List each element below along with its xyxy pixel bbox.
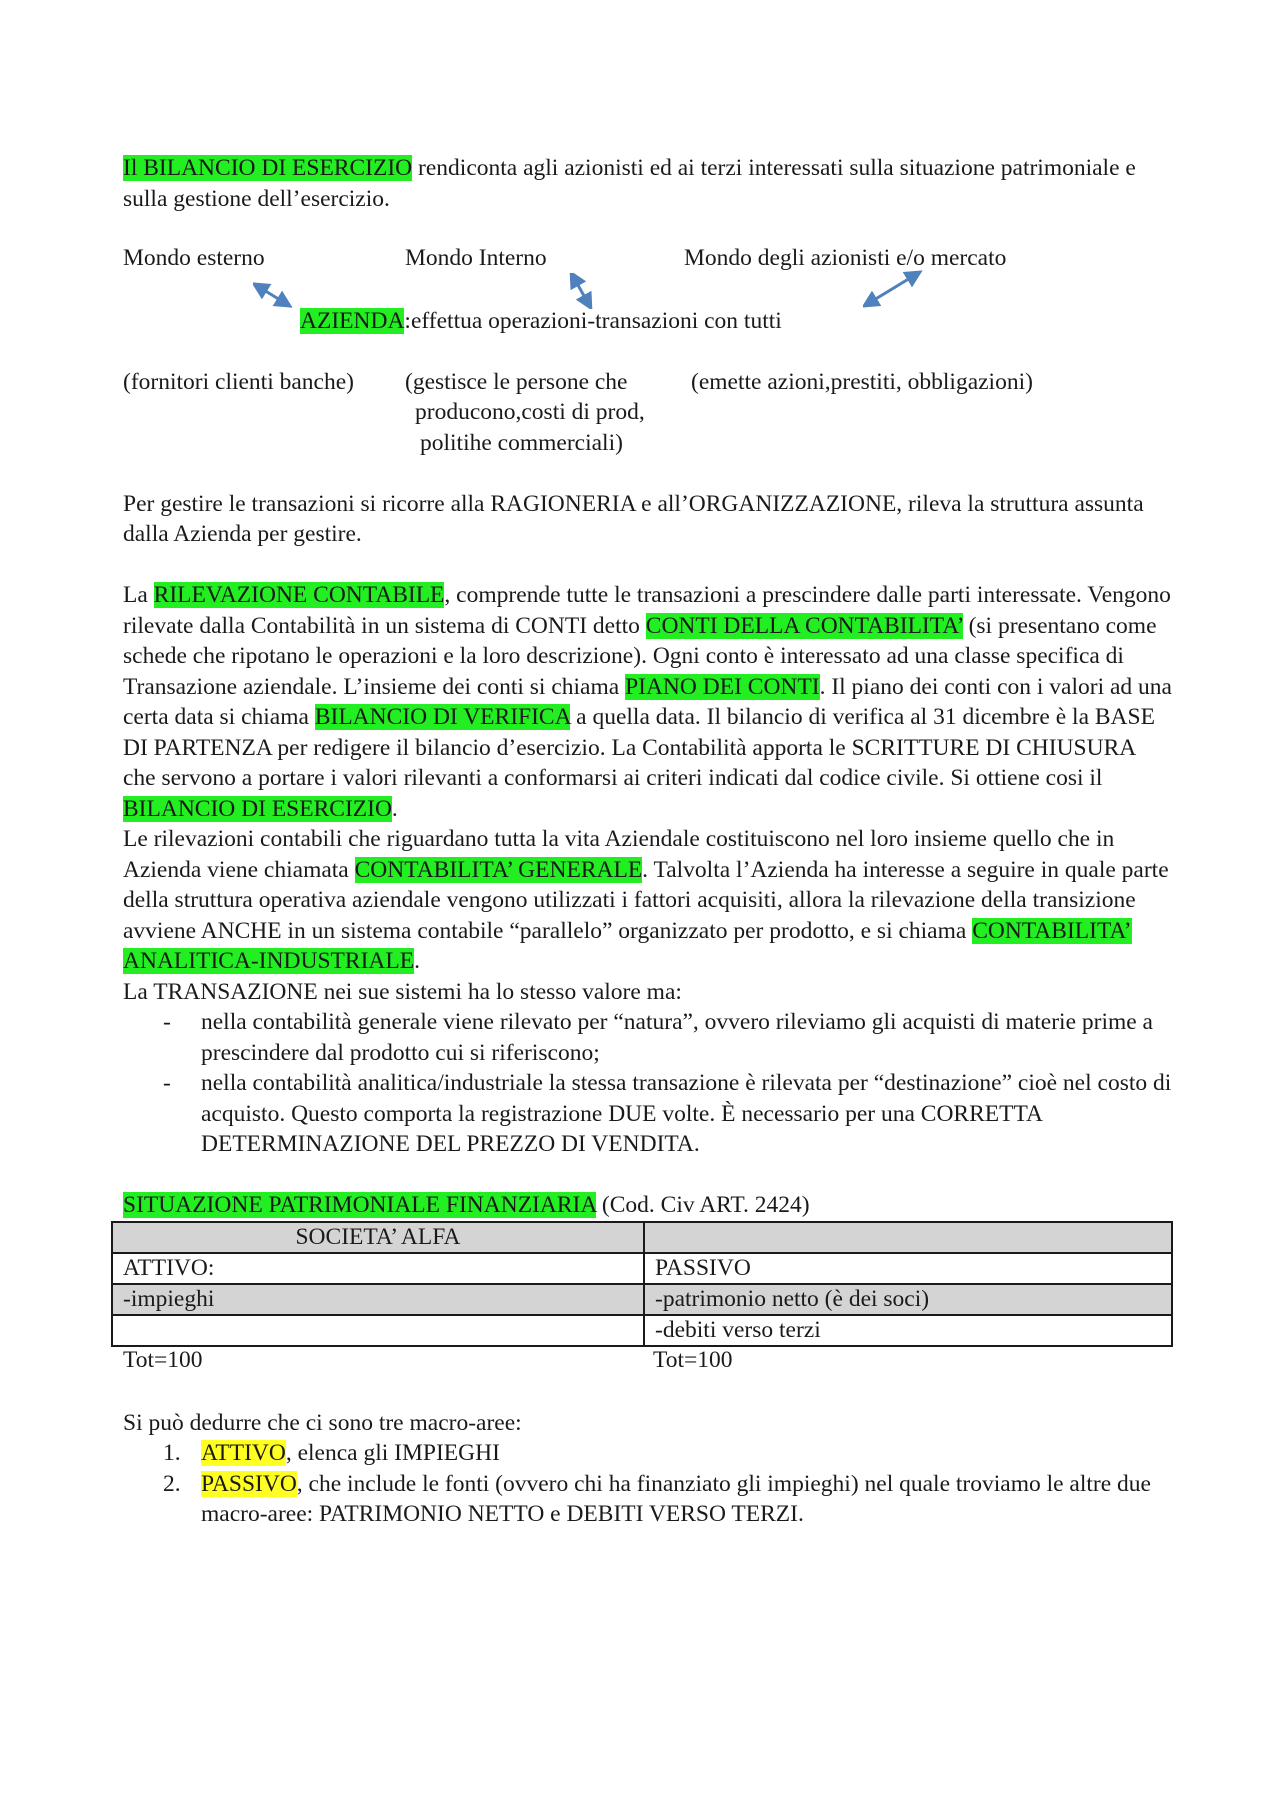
list-item: 2. PASSIVO, che include le fonti (ovvero chi ha finanziato gli impieghi) nel quale troviamo le altre due macro-aree: PATRIMONIO NETTO e DEBITI VERSO TERZI. bbox=[163, 1470, 1151, 1527]
contabilita-paragraph: Le rilevazioni contabili che riguardano tutta la vita Aziendale costituiscono nel loro insieme quello che in Azienda viene chiamata CONTABILITA’ GENERALE. Talvolta l’Azienda ha interesse a seguire in quale parte della struttura operativa aziendale vengono utilizzati i fattori acquisiti, allora la rilevazione della transizione avviene ANCHE in un sistema contabile “parallelo” organizzato per prodotto, e si chiama CONTABILITA’ ANALITICA-INDUSTRIALE. bbox=[123, 826, 1169, 974]
highlight-contabilita-analitica: CONTABILITA’ ANALITICA-INDUSTRIALE bbox=[123, 917, 1132, 974]
rilevazione-paragraph: La RILEVAZIONE CONTABILE, comprende tutte le transazioni a prescindere dalle parti interessate. Vengono rilevate dalla Contabilità in un sistema di CONTI detto CONTI DELLA CONTABILITA’ (si presentano come schede che ripotano le operazioni e la loro descrizione). Ogni conto è interessato ad una classe specifica di Transazione aziendale. L’insieme dei conti si chiama PIANO DEI CONTI. Il piano dei conti con i valori ad una certa data si chiama BILANCIO DI VERIFICA a quella data. Il bilancio di verifica al 31 dicembre è la BASE DI PARTENZA per redigere il bilancio d’esercizio. La Contabilità apporta le SCRITTURE DI CHIUSURA che servono a portare i valori rilevanti a conformarsi ai criteri indicati dal codice civile. Si ottiene cosi il BILANCIO DI ESERCIZIO. bbox=[123, 582, 1172, 822]
double-arrow-icon-internal bbox=[568, 273, 598, 309]
azienda-line: AZIENDA:effettua operazioni-transazioni con tutti bbox=[300, 307, 782, 334]
detail-internal-3: politihe commerciali) bbox=[420, 429, 623, 456]
table-row: -impieghi -patrimonio netto (è dei soci) bbox=[112, 1284, 1172, 1315]
total-right: Tot=100 bbox=[653, 1346, 733, 1373]
list-item: - nella contabilità analitica/industriale la stessa transazione è rilevata per “destinazione” cioè nel costo di acquisto. Questo comporta la registrazione DUE volte. È necessario per una CORRETTA DETERMINAZIONE DEL PREZZO DI VENDITA. bbox=[163, 1070, 1172, 1157]
transazione-list bbox=[123, 1007, 1173, 1160]
highlight-azienda: AZIENDA bbox=[300, 307, 405, 334]
highlight-contabilita-generale: CONTABILITA’ GENERALE bbox=[354, 856, 643, 883]
world-market: Mondo degli azionisti e/o mercato bbox=[684, 244, 1007, 271]
table-header-row bbox=[112, 1222, 1172, 1253]
ragioneria-paragraph: Per gestire le transazioni si ricorre alla RAGIONERIA e all’ORGANIZZAZIONE, rileva la struttura assunta dalla Azienda per gestire. bbox=[123, 490, 1144, 547]
double-arrow-icon-external bbox=[253, 281, 293, 311]
totals-row bbox=[123, 1347, 1173, 1378]
highlight-attivo: ATTIVO bbox=[201, 1440, 286, 1466]
highlight-conti-contabilita: CONTI DELLA CONTABILITA’ bbox=[645, 612, 963, 639]
transazione-intro: La TRANSAZIONE nei sue sistemi ha lo stesso valore ma: bbox=[123, 978, 682, 1005]
highlight-bilancio-esercizio: Il BILANCIO DI ESERCIZIO bbox=[123, 155, 413, 181]
detail-market: (emette azioni,prestiti, obbligazioni) bbox=[691, 368, 1033, 395]
balance-table bbox=[111, 1221, 1173, 1347]
world-internal: Mondo Interno bbox=[405, 244, 547, 271]
highlight-bilancio-esercizio-2: BILANCIO DI ESERCIZIO bbox=[123, 795, 392, 822]
table-row: ATTIVO: PASSIVO bbox=[112, 1253, 1172, 1284]
highlight-situazione-patrimoniale: SITUAZIONE PATRIMONIALE FINANZIARIA bbox=[123, 1192, 597, 1218]
table-header-company: SOCIETA’ ALFA bbox=[112, 1222, 644, 1253]
detail-internal-1: (gestisce le persone che bbox=[405, 368, 628, 395]
table-row: -debiti verso terzi bbox=[112, 1315, 1172, 1346]
worlds-row bbox=[123, 245, 1173, 276]
list-item: 1. ATTIVO, elenca gli IMPIEGHI bbox=[163, 1440, 500, 1466]
macro-intro: Si può dedurre che ci sono tre macro-aree: bbox=[123, 1409, 522, 1436]
highlight-passivo: PASSIVO bbox=[201, 1470, 297, 1497]
double-arrow-icon-market bbox=[863, 269, 923, 309]
list-item: - nella contabilità generale viene rilevato per “natura”, ovvero rileviamo gli acquisti di materie prime a prescindere dal prodotto cui si riferiscono; bbox=[163, 1009, 1153, 1066]
highlight-bilancio-verifica: BILANCIO DI VERIFICA bbox=[314, 704, 571, 730]
situazione-heading: SITUAZIONE PATRIMONIALE FINANZIARIA (Cod. Civ ART. 2424) bbox=[123, 1192, 810, 1218]
detail-internal-2: producono,costi di prod, bbox=[415, 399, 645, 425]
macro-list bbox=[123, 1438, 1173, 1530]
world-external: Mondo esterno bbox=[123, 244, 265, 271]
total-left: Tot=100 bbox=[123, 1346, 203, 1373]
highlight-piano-conti: PIANO DEI CONTI bbox=[625, 673, 820, 700]
intro-paragraph: Il BILANCIO DI ESERCIZIO rendiconta agli azionisti ed ai terzi interessati sulla situazione patrimoniale e sulla gestione dell’esercizio. bbox=[123, 155, 1136, 212]
detail-external: (fornitori clienti banche) bbox=[123, 368, 354, 395]
highlight-rilevazione-contabile: RILEVAZIONE CONTABILE bbox=[153, 582, 445, 608]
document-page bbox=[123, 153, 1173, 1530]
details-block bbox=[123, 367, 1173, 459]
